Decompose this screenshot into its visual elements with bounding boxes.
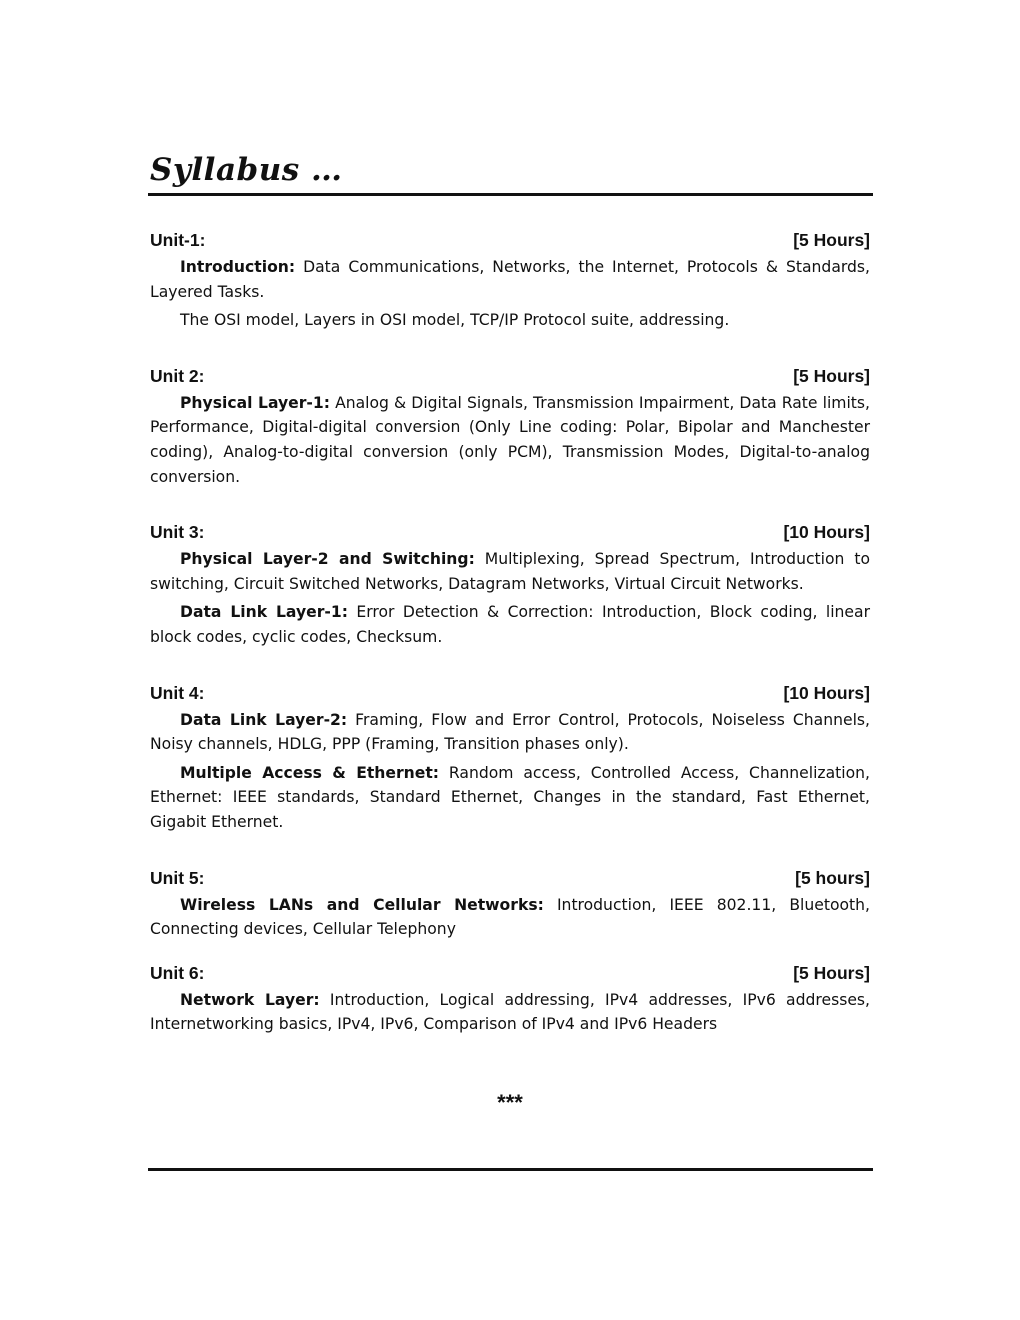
unit-paragraph xyxy=(150,600,870,649)
topic-lead: Data Link Layer-1: xyxy=(180,603,348,622)
unit-title: Unit 6: xyxy=(150,962,205,983)
topic-lead: Introduction: xyxy=(180,258,296,276)
unit-title: Unit-1: xyxy=(150,230,206,250)
unit-paragraph xyxy=(150,893,870,942)
end-marker: *** xyxy=(497,1090,523,1115)
topic-text: Data Communications, Networks, the Internet, Protocols & Standards, Layered Tasks. xyxy=(150,258,870,301)
unit-4 xyxy=(150,681,870,835)
topic-text: The OSI model, Layers in OSI model, TCP/IP Protocol suite, addressing. xyxy=(180,311,730,330)
unit-heading xyxy=(150,520,870,544)
unit-6 xyxy=(150,961,870,1037)
unit-hours: [5 hours] xyxy=(795,867,870,888)
unit-paragraph xyxy=(150,761,870,835)
unit-hours: [5 Hours] xyxy=(793,365,870,386)
unit-title: Unit 5: xyxy=(150,867,205,888)
unit-paragraph xyxy=(150,308,870,333)
topic-text: Error Detection & Correction: Introduction, Block coding, linear block codes, cyclic codes, Checksum. xyxy=(150,603,870,646)
unit-paragraph xyxy=(150,708,870,757)
unit-heading xyxy=(150,228,870,252)
footer-rule xyxy=(148,1168,873,1171)
topic-text: Multiplexing, Spread Spectrum, Introduction to switching, Circuit Switched Networks, Datagram Networks, Virtual Circuit Networks. xyxy=(150,550,870,593)
title-underline xyxy=(148,193,873,196)
unit-hours: [5 Hours] xyxy=(793,962,870,983)
unit-title: Unit 4: xyxy=(150,682,205,703)
unit-hours: [5 Hours] xyxy=(793,230,870,250)
unit-hours: [10 Hours] xyxy=(783,522,870,543)
topic-lead: Physical Layer-2 and Switching: xyxy=(180,550,475,569)
unit-hours: [10 Hours] xyxy=(783,682,870,703)
page-title: Syllabus … xyxy=(150,152,343,188)
unit-5 xyxy=(150,866,870,942)
unit-2 xyxy=(150,364,870,489)
topic-lead: Network Layer: xyxy=(180,990,320,1009)
topic-text: Introduction, Logical addressing, IPv4 addresses, IPv6 addresses, Internetworking basics, IPv4, IPv6, Comparison of IPv4 and IPv6 Headers xyxy=(150,990,870,1034)
topic-text: Framing, Flow and Error Control, Protocols, Noiseless Channels, Noisy channels, HDLG, PPP (Framing, Transition phases only). xyxy=(150,710,871,754)
topic-lead: Data Link Layer-2: xyxy=(180,710,348,729)
topic-text: Introduction, IEEE 802.11, Bluetooth, Connecting devices, Cellular Telephony xyxy=(150,895,870,939)
unit-paragraph xyxy=(150,391,870,489)
unit-paragraph xyxy=(150,255,870,304)
topic-text: Analog & Digital Signals, Transmission Impairment, Data Rate limits, Performance, Digital-digital conversion (Only Line coding: Polar, Bipolar and Manchester coding), Analog-to-digital conversion (only PCM), Transmission Modes, Digital-to-analog conversion. xyxy=(150,393,870,486)
unit-heading xyxy=(150,961,870,985)
unit-heading xyxy=(150,681,870,705)
unit-paragraph xyxy=(150,988,870,1037)
syllabus-content xyxy=(150,228,870,1068)
unit-3 xyxy=(150,520,870,649)
unit-paragraph xyxy=(150,547,870,596)
unit-title: Unit 2: xyxy=(150,365,205,386)
topic-lead: Physical Layer-1: xyxy=(180,393,330,412)
topic-text: Random access, Controlled Access, Channelization, Ethernet: IEEE standards, Standard Ethernet, Changes in the standard, Fast Ethernet, Gigabit Ethernet. xyxy=(150,763,870,831)
topic-lead: Multiple Access & Ethernet: xyxy=(180,763,440,782)
unit-1 xyxy=(150,228,870,333)
topic-lead: Wireless LANs and Cellular Networks: xyxy=(180,895,544,914)
unit-heading xyxy=(150,866,870,890)
unit-title: Unit 3: xyxy=(150,522,205,543)
unit-heading xyxy=(150,364,870,388)
